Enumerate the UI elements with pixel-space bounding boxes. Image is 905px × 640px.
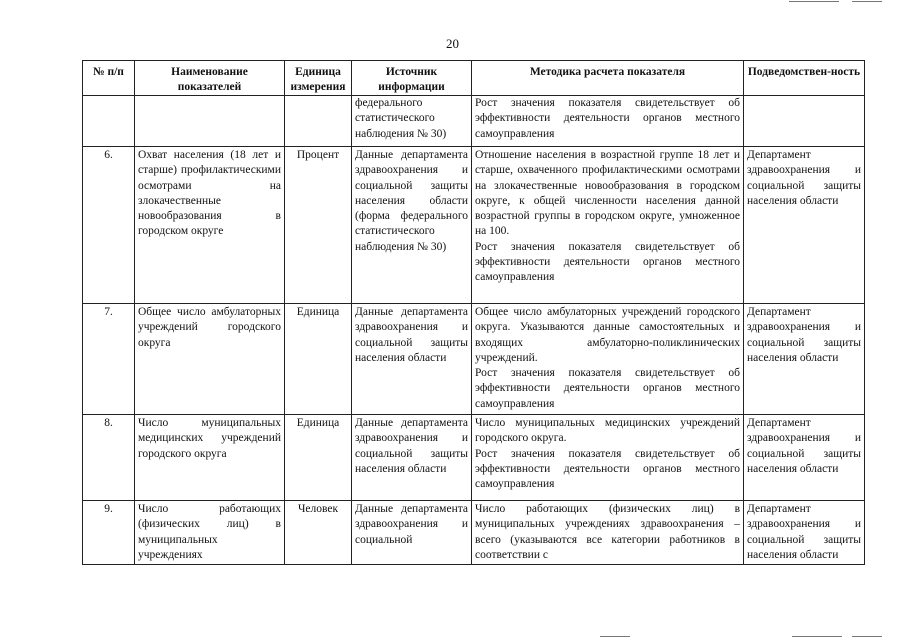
row-unit: Единица — [285, 415, 352, 501]
header-num: № п/п — [83, 61, 135, 96]
row-source: Данные департамента здравоохранения и социальной защиты населения области — [352, 304, 472, 415]
scan-artifact-line — [852, 1, 882, 2]
header-name: Наименование показателей — [135, 61, 285, 96]
row-num: 8. — [83, 415, 135, 501]
row-dept: Департамент здравоохранения и социальной защиты населения области — [744, 501, 865, 565]
header-unit: Единица измерения — [285, 61, 352, 96]
header-dept: Подведомствен-ность — [744, 61, 865, 96]
row-source: федерального статистического наблюдения № 30) — [352, 96, 472, 147]
row-num — [83, 96, 135, 147]
row-name: Охват населения (18 лет и старше) профилактическими осмотрами на злокачественные новообразования в городском округе — [135, 147, 285, 304]
row-unit: Человек — [285, 501, 352, 565]
scan-artifact-line — [600, 636, 630, 637]
method-paragraph: Рост значения показателя свидетельствует об эффективности деятельности органов местного самоуправления — [475, 447, 740, 491]
row-source: Данные департамента здравоохранения и социальной защиты населения области (форма федерального статистического наблюдения № 30) — [352, 147, 472, 304]
row-name: Число муниципальных медицинских учреждений городского округа — [135, 415, 285, 501]
table-row — [83, 415, 865, 501]
row-unit: Единица — [285, 304, 352, 415]
method-paragraph: Рост значения показателя свидетельствует об эффективности деятельности органов местного самоуправления — [475, 97, 740, 140]
header-source: Источник информации — [352, 61, 472, 96]
table-row — [83, 96, 865, 147]
row-source: Данные департамента здравоохранения и социальной защиты населения области — [352, 415, 472, 501]
row-name — [135, 96, 285, 147]
method-paragraph: Общее число амбулаторных учреждений городского округа. Указываются данные самостоятельных и входящих амбулаторно-поликлинических учреждений. — [475, 306, 740, 364]
table-header-row — [83, 61, 865, 96]
row-dept — [744, 96, 865, 147]
table-row — [83, 501, 865, 565]
scan-artifact-line — [852, 636, 882, 637]
row-method — [472, 147, 744, 304]
row-method — [472, 501, 744, 565]
row-source: Данные департамента здравоохранения и социальной — [352, 501, 472, 565]
row-dept: Департамент здравоохранения и социальной защиты населения области — [744, 147, 865, 304]
row-name: Общее число амбулаторных учреждений городского округа — [135, 304, 285, 415]
method-paragraph: Число работающих (физических лиц) в муниципальных учреждениях здравоохранения – всего (указываются все категории работников в соответствии с — [475, 503, 740, 561]
row-num: 7. — [83, 304, 135, 415]
page-number: 20 — [446, 36, 459, 51]
row-method — [472, 304, 744, 415]
method-paragraph: Отношение населения в возрастной группе 18 лет и старше, охваченного профилактическими осмотрами на злокачественные новообразования в городском округе, к общей численности населения данной возрастной группы в городском округе, умноженное на 100. — [475, 149, 740, 238]
row-dept: Департамент здравоохранения и социальной защиты населения области — [744, 304, 865, 415]
row-method — [472, 415, 744, 501]
method-paragraph: Число муниципальных медицинских учреждений городского округа. — [475, 417, 740, 445]
table-row — [83, 147, 865, 304]
row-dept: Департамент здравоохранения и социальной защиты населения области — [744, 415, 865, 501]
row-num: 9. — [83, 501, 135, 565]
row-unit: Процент — [285, 147, 352, 304]
indicators-table — [82, 60, 865, 565]
row-method — [472, 96, 744, 147]
row-unit — [285, 96, 352, 147]
header-method: Методика расчета показателя — [472, 61, 744, 96]
method-paragraph: Рост значения показателя свидетельствует об эффективности деятельности органов местного самоуправления — [475, 367, 740, 410]
method-paragraph: Рост значения показателя свидетельствует об эффективности деятельности органов местного самоуправления — [475, 240, 740, 284]
row-name: Число работающих (физических лиц) в муниципальных учреждениях — [135, 501, 285, 565]
row-num: 6. — [83, 147, 135, 304]
scan-artifact-line — [792, 636, 842, 637]
table-row — [83, 304, 865, 415]
scan-artifact-line — [789, 1, 839, 2]
